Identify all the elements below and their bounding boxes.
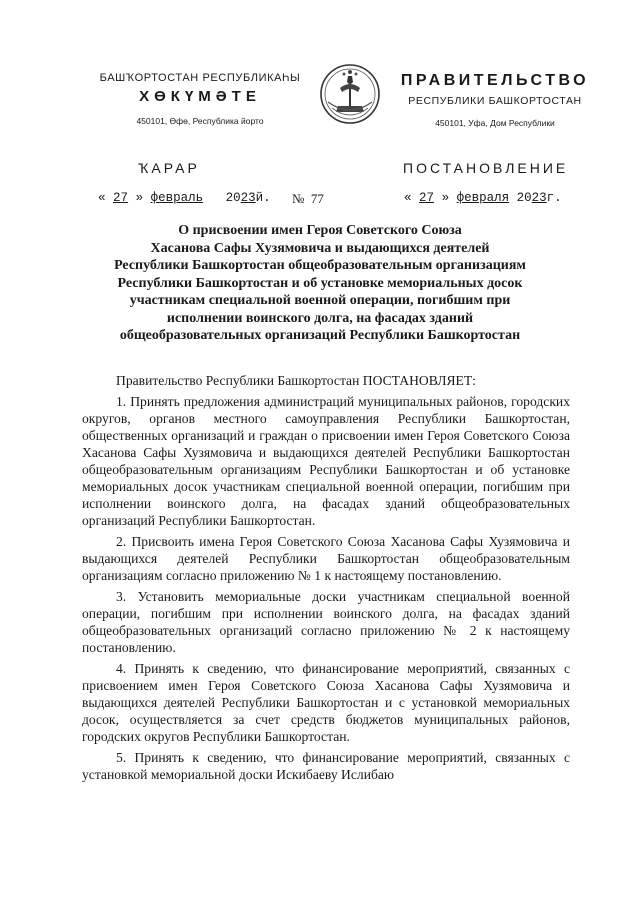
- date-day: 27: [419, 191, 435, 205]
- date-month: февраля: [456, 191, 510, 205]
- body-paragraph-5: 5. Принять к сведению, что финансирование мероприятий, связанных с установкой мемориальной доски Искибаеву Ислибаю: [82, 750, 570, 782]
- date-quote-open: «: [404, 191, 412, 205]
- body-paragraph-4: 4. Принять к сведению, что финансирование мероприятий, связанных с присвоением имен Героя Советского Союза Хасанова Сафы Хузямовича и выдающихся деятелей Республики Башкортостан и с установкой мемориальных досок, осуществляется за счет средств бюджетов муниципальных районов, городских округов Республики Башкортостан.: [82, 661, 570, 744]
- title-line: исполнении воинского долга, на фасадах зданий: [166, 310, 474, 326]
- date-year-prefix: 20: [225, 191, 241, 205]
- title-line: Хасанова Сафы Хузямовича и выдающихся деятелей: [150, 240, 490, 256]
- decree-number: [292, 191, 324, 207]
- header-right-republic: РЕСПУБЛИКИ БАШКОРТОСТАН: [408, 95, 582, 107]
- document-title: [70, 222, 570, 345]
- title-line: Республики Башкортостан и об установке мемориальных досок: [117, 275, 523, 291]
- title-line: О присвоении имен Героя Советского Союза: [178, 223, 462, 238]
- header-left-government: ХӨКҮМӘТЕ: [139, 88, 261, 105]
- date-year: 23: [531, 191, 547, 205]
- header-left-republic: БАШҠОРТОСТАН РЕСПУБЛИКАҺЫ: [99, 72, 301, 84]
- date-quote-close: »: [441, 191, 450, 205]
- title-line: участникам специальной военной операции, погибшим при: [129, 293, 511, 308]
- date-day: 27: [113, 191, 129, 205]
- date-suffix: г.: [546, 191, 562, 205]
- decree-title-russian: ПОСТАНОВЛЕНИЕ: [403, 160, 569, 176]
- decree-date-left: [98, 191, 271, 205]
- decree-number-label: №: [292, 191, 305, 206]
- document-body: [82, 372, 570, 787]
- date-quote-open: «: [98, 191, 106, 205]
- body-intro: Правительство Республики Башкортостан ПОСТАНОВЛЯЕТ:: [116, 373, 476, 388]
- body-paragraph-1: 1. Принять предложения администраций муниципальных районов, городских округов, органов местного самоуправления Республики Башкортостан, общественных организаций и граждан о присвоении имен Героя Советского Союза Хасанова Сафы Хузямовича и выдающихся деятелей Республики Башкортостан общеобразовательным организациям Республики Башкортостан и об установке мемориальных досок участникам специальной военной операции, погибшим при исполнении воинского долга, на фасадах зданий общеобразовательных организаций Республики Башкортостан.: [82, 394, 570, 528]
- decree-date-right: [404, 191, 562, 205]
- header-left: [85, 72, 315, 126]
- date-year: 23: [240, 191, 256, 205]
- decree-number-value: 77: [310, 191, 324, 206]
- date-quote-close: »: [135, 191, 144, 205]
- header-right-address: 450101, Уфа, Дом Республики: [435, 118, 555, 128]
- title-line: общеобразовательных организаций Республики Башкортостан: [119, 328, 521, 343]
- title-line: Республики Башкортостан общеобразовательным организациям: [114, 258, 526, 273]
- header-right: [390, 72, 600, 128]
- bashkortostan-emblem-icon: [318, 62, 382, 126]
- header-left-address: 450101, Өфө, Республика йорто: [136, 116, 264, 126]
- decree-title-bashkir: ҠАРАР: [138, 160, 200, 176]
- date-suffix: й.: [255, 191, 271, 205]
- date-month: февраль: [150, 191, 204, 205]
- header-right-government: ПРАВИТЕЛЬСТВО: [400, 72, 590, 89]
- date-year-prefix: 20: [516, 191, 532, 205]
- body-paragraph-2: 2. Присвоить имена Героя Советского Союза Хасанова Сафы Хузямовича и выдающихся деятелей Республики Башкортостан общеобразовательным организациям согласно приложению № 1 к настоящему постановлению.: [82, 534, 570, 583]
- body-paragraph-3: 3. Установить мемориальные доски участникам специальной военной операции, погибшим при исполнении воинского долга, на фасадах зданий общеобразовательных организаций согласно приложению № 2 к настоящему постановлению.: [82, 589, 570, 655]
